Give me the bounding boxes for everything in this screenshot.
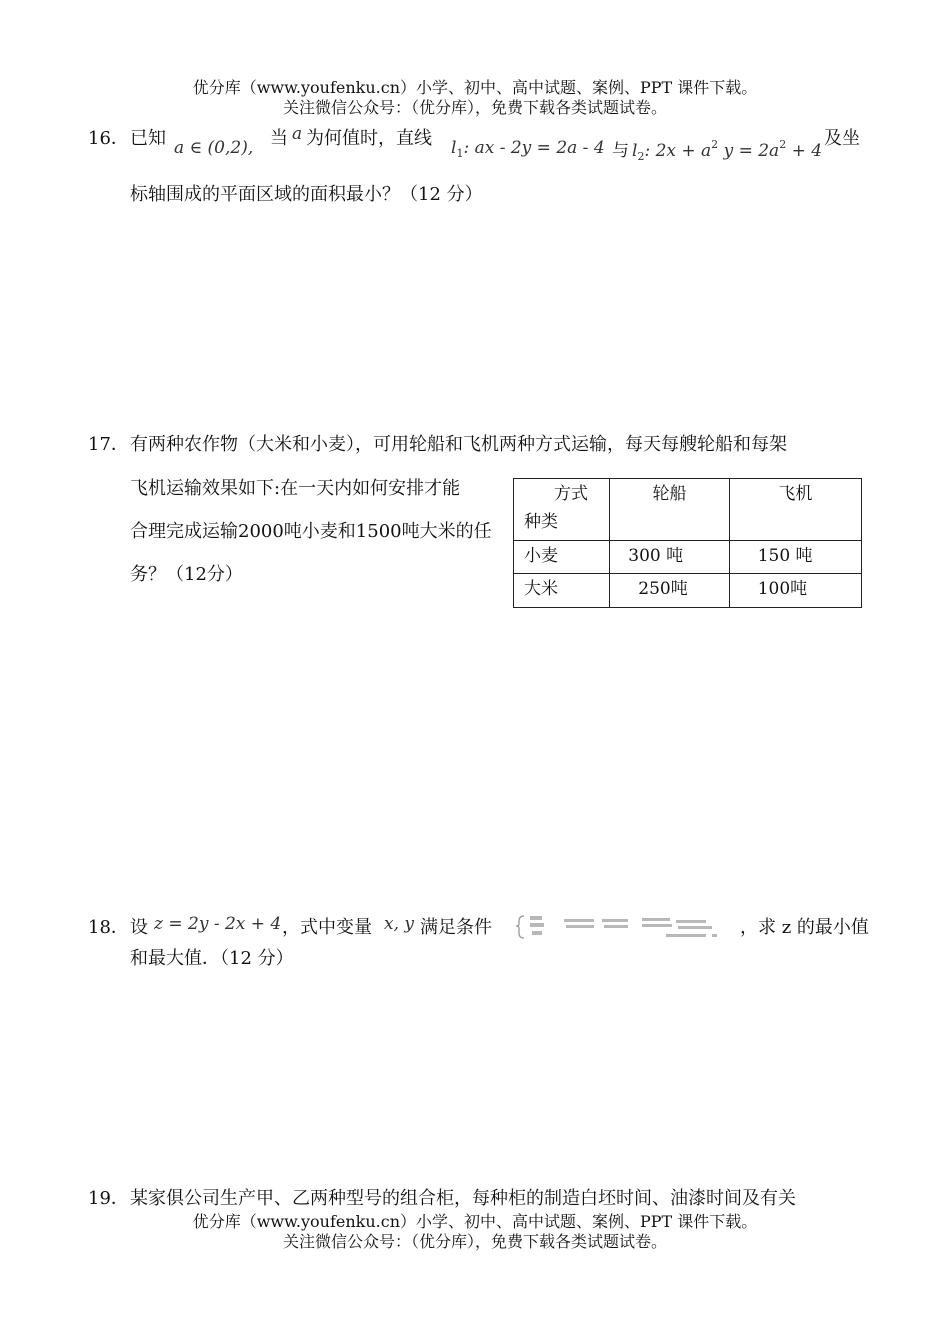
table-row-label: 大米 [514,574,610,608]
q16-l2-symbol: l [632,141,638,161]
table-header-corner [514,479,610,541]
q16-l2-eq-a: : 2x + a [644,141,712,161]
q18-line-2: 和最大值．（12 分） [130,948,294,969]
q16-text-axis: 及坐 [824,128,860,149]
table-row [514,574,862,608]
q19-number: 19． [88,1188,129,1209]
table-cell-ship: 300 吨 [610,541,729,574]
transport-table [513,478,862,608]
q16-text-when: 当 [270,128,288,149]
q16-text-known: 已知 [130,128,166,149]
q16-line-2: 标轴围成的平面区域的面积最小？（12 分） [130,184,483,205]
q18-text-vars: ，式中变量 [282,917,372,938]
q17-line-3: 合理完成运输2000吨小麦和1500吨大米的任 [130,521,492,542]
q16-text-and: 与 [612,141,629,161]
header-line-2: 关注微信公众号：（优分库），免费下载各类试题试卷。 [282,98,667,117]
q19-line-1: 某家俱公司生产甲、乙两种型号的组合柜，每种柜的制造白坯时间、油漆时间及有关 [130,1188,796,1209]
q17-line-1: 有两种农作物（大米和小麦），可用轮船和飞机两种方式运输，每天每艘轮船和每架 [130,434,787,455]
constraints-glyphs [530,916,717,937]
q16-number: 16． [88,128,129,149]
footer-line-2: 关注微信公众号：（优分库），免费下载各类试题试卷。 [282,1232,667,1251]
q18-text-condition: 满足条件 [420,917,492,938]
table-header-ship: 轮船 [610,479,729,541]
q16-l2-sup-2: 2 [779,138,787,151]
q18-number: 18． [88,917,129,938]
q17-number: 17． [88,434,129,455]
q17-line-2: 飞机运输效果如下:在一天内如何安排才能 [130,478,461,499]
q18-equation: z = 2y - 2x + 4 [154,914,282,934]
table-header-plane: 飞机 [729,479,861,541]
q16-l1-equation: : ax - 2y = 2a - 4 [463,138,605,158]
table-cell-ship: 250吨 [610,574,729,608]
q18-variables: x, y [384,914,414,934]
q16-condition: a ∈ (0,2), [174,138,254,158]
q18-text-find: ，求 z 的最小值 [740,917,869,938]
q16-l1-sub: 1 [456,147,464,160]
q16-line-l1 [451,138,605,160]
table-header-kind: 种类 [524,512,558,532]
table-header-method: 方式 [554,484,588,504]
header-line-1: 优分库（www.youfenku.cn）小学、初中、高中试题、案例、PPT 课件下载。 [192,78,758,97]
table-row [514,541,862,574]
q16-line-l2 [632,138,822,163]
q16-l2-eq-c: + 4 [786,141,823,161]
q16-var-a: a [292,124,303,144]
footer-line-1: 优分库（www.youfenku.cn）小学、初中、高中试题、案例、PPT 课件下载。 [192,1212,758,1231]
table-row-label: 小麦 [514,541,610,574]
q16-l2-sub: 2 [637,150,645,163]
table-cell-plane: 150 吨 [729,541,861,574]
q16-text-line: 为何值时，直线 [306,128,432,149]
q16-l2-sup-1: 2 [711,138,719,151]
constraints-brace-icon [516,916,524,938]
q16-l2-eq-b: y = 2a [718,141,780,161]
q17-line-4: 务？（12分） [130,564,243,585]
blurred-constraints-image [516,912,724,940]
table-header-row [514,479,862,541]
table-cell-plane: 100吨 [729,574,861,608]
q16-l1-symbol: l [451,138,457,158]
q18-text-let: 设 [130,917,148,938]
